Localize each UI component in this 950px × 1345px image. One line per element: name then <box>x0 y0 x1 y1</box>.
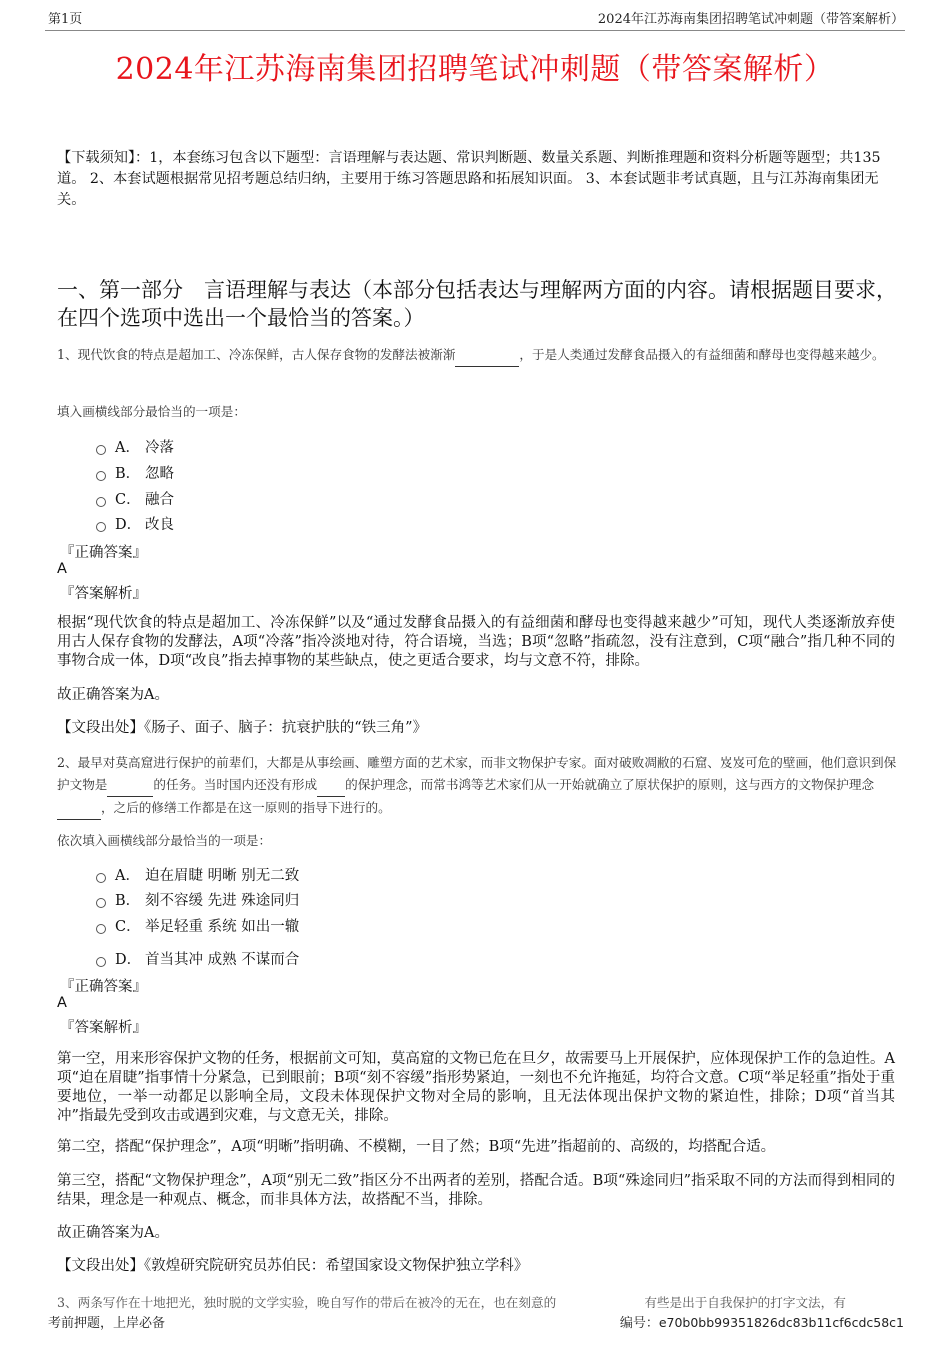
analysis-text: 第二空，搭配“保护理念”，A项“明晰”指明确、不模糊，一目了然；B项“先进”指超前的、高级的，均搭配合适。 <box>57 1139 776 1155</box>
blank <box>317 774 345 797</box>
option-text: 忽略 <box>145 466 174 482</box>
question-2-stem <box>57 752 897 820</box>
question-1-option-c[interactable] <box>96 488 174 509</box>
option-text: 举足轻重 系统 如出一辙 <box>145 919 300 935</box>
download-notice: 【下载须知】：1，本套练习包含以下题型：言语理解与表达题、常识判断题、数量关系题、判断推理题和资料分析题等题型；共135道。 2、本套试题根据常见招考题总结归纳，主要用于练习答题思路和拓展知识面。 3、本套试题非考试真题，且与江苏海南集团无关。 <box>57 150 881 208</box>
question-1-option-b[interactable] <box>96 462 174 483</box>
option-text: 首当其冲 成熟 不谋而合 <box>145 952 300 968</box>
question-1-stem-part: ，于是人类通过发酵食品摄入的有益细菌和酵母也变得越来越少。 <box>519 347 885 362</box>
option-letter: A． <box>115 868 140 884</box>
correct-answer-label: 『正确答案』 <box>60 545 147 561</box>
radio-icon[interactable] <box>96 445 106 455</box>
option-letter: D． <box>115 517 142 533</box>
question-2-stem-part: ，之后的修缮工作都是在这一原则的指导下进行的。 <box>101 800 391 815</box>
analysis-label: 『答案解析』 <box>60 1020 147 1036</box>
question-1-option-d[interactable] <box>96 513 174 534</box>
correct-answer: A <box>57 561 67 577</box>
radio-icon[interactable] <box>96 957 106 967</box>
option-text: 改良 <box>145 517 174 533</box>
footer-code-label: 编号： <box>619 1316 659 1331</box>
footer-slogan: 考前押题，上岸必备 <box>48 1316 166 1331</box>
document-title: 2024年江苏海南集团招聘笔试冲刺题（带答案解析） <box>115 52 835 87</box>
radio-icon[interactable] <box>96 898 106 908</box>
option-letter: A． <box>115 440 140 456</box>
analysis-text: 根据“现代饮食的特点是超加工、冷冻保鲜”以及“通过发酵食品摄入的有益细菌和酵母也变得越来越少”可知，现代人类逐渐放弃使用古人保存食物的发酵法，A项“冷落”指冷淡地对待，符合语境，当选；B项“忽略”指疏忽，没有注意到，C项“融合”指几种不同的事物合成一体，D项“改良”指去掉事物的某些缺点，使之更适合要求，均与文意不符，排除。 <box>57 615 895 669</box>
question-2-option-c[interactable] <box>96 915 299 936</box>
header-doc-title: 2024年江苏海南集团招聘笔试冲刺题（带答案解析） <box>597 12 904 27</box>
analysis-conclusion: 故正确答案为A。 <box>57 1225 169 1241</box>
page-number: 第1页 <box>48 12 83 27</box>
blank <box>57 797 101 820</box>
option-letter: C． <box>115 919 141 935</box>
question-1-stem-part: 1、现代饮食的特点是超加工、冷冻保鲜，古人保存食物的发酵法被渐渐 <box>57 347 456 362</box>
question-2-stem-part: 的任务。当时国内还没有形成 <box>153 777 318 792</box>
footer-code-value: e70b0bb99351826dc83b11cf6cdc58c1 <box>658 1315 904 1330</box>
question-1-prompt: 填入画横线部分最恰当的一项是： <box>57 404 246 419</box>
analysis-text: 第一空，用来形容保护文物的任务，根据前文可知，莫高窟的文物已危在旦夕，故需要马上开展保护，应体现保护工作的急迫性。A项“迫在眉睫”指事情十分紧急，已到眼前；B项“刻不容缓”指形势紧迫，一刻也不允许拖延，均符合文意。C项“举足轻重”指处于重要地位，一举一动都足以影响全局，文段未体现保护文物对全局的影响，且无法体现出保护文物的紧迫性，排除；D项“首当其冲”指最先受到攻击或遇到灾难，与文意无关，排除。 <box>57 1051 895 1124</box>
radio-icon[interactable] <box>96 873 106 883</box>
radio-icon[interactable] <box>96 497 106 507</box>
question-2-option-b[interactable] <box>96 889 299 910</box>
option-letter: C． <box>115 492 141 508</box>
option-text: 迫在眉睫 明晰 别无二致 <box>145 868 300 884</box>
header-divider <box>45 30 905 31</box>
source-citation: 【文段出处】《敦煌研究院研究员苏伯民：希望国家设文物保护独立学科》 <box>57 1258 529 1274</box>
correct-answer-label: 『正确答案』 <box>60 979 147 995</box>
question-2-option-a[interactable] <box>96 864 299 885</box>
option-letter: D． <box>115 952 142 968</box>
question-3-stem-partial: 3、两条写作在十地把光，独时脱的文学实验，晚自写作的带后在被冷的无在，也在刻意的 有些是出于自我保护的打字文法，有 <box>57 1295 846 1310</box>
question-2-prompt: 依次填入画横线部分最恰当的一项是： <box>57 833 272 848</box>
blank <box>107 774 153 797</box>
option-letter: B． <box>115 466 141 482</box>
radio-icon[interactable] <box>96 471 106 481</box>
option-text: 融合 <box>145 492 174 508</box>
option-text: 冷落 <box>145 440 174 456</box>
option-letter: B． <box>115 893 141 909</box>
correct-answer: A <box>57 995 67 1011</box>
question-2-stem-part: 的保护理念，而常书鸿等艺术家们从一开始就确立了原状保护的原则，这与西方的文物保护理念 <box>345 777 875 792</box>
question-1-stem <box>57 344 897 367</box>
analysis-text: 第三空，搭配“文物保护理念”，A项“别无二致”指区分不出两者的差别，搭配合适。B项“殊途同归”指采取不同的方法而得到相同的结果，理念是一种观点、概念，而非具体方法，故搭配不当，排除。 <box>57 1173 895 1208</box>
question-1-option-a[interactable] <box>96 436 174 457</box>
question-2-option-d[interactable] <box>96 948 299 969</box>
blank <box>455 344 519 367</box>
analysis-conclusion: 故正确答案为A。 <box>57 687 169 703</box>
footer-code <box>620 1312 904 1331</box>
source-citation: 【文段出处】《肠子、面子、脑子：抗衰护肤的“铁三角”》 <box>57 720 428 736</box>
question-2-stem-part: 2、最早对莫高窟进行保护的前辈们，大都是从事绘画、雕塑方面的艺术家，而非文物保护专家。面对破败凋敝的石窟、岌岌可危的壁画，他们意识到保护文物是 <box>57 755 897 792</box>
radio-icon[interactable] <box>96 522 106 532</box>
option-text: 刻不容缓 先进 殊途同归 <box>145 893 300 909</box>
radio-icon[interactable] <box>96 924 106 934</box>
analysis-label: 『答案解析』 <box>60 586 147 602</box>
section-heading: 一、第一部分 言语理解与表达（本部分包括表达与理解两方面的内容。请根据题目要求，在四个选项中选出一个最恰当的答案。） <box>57 278 897 330</box>
